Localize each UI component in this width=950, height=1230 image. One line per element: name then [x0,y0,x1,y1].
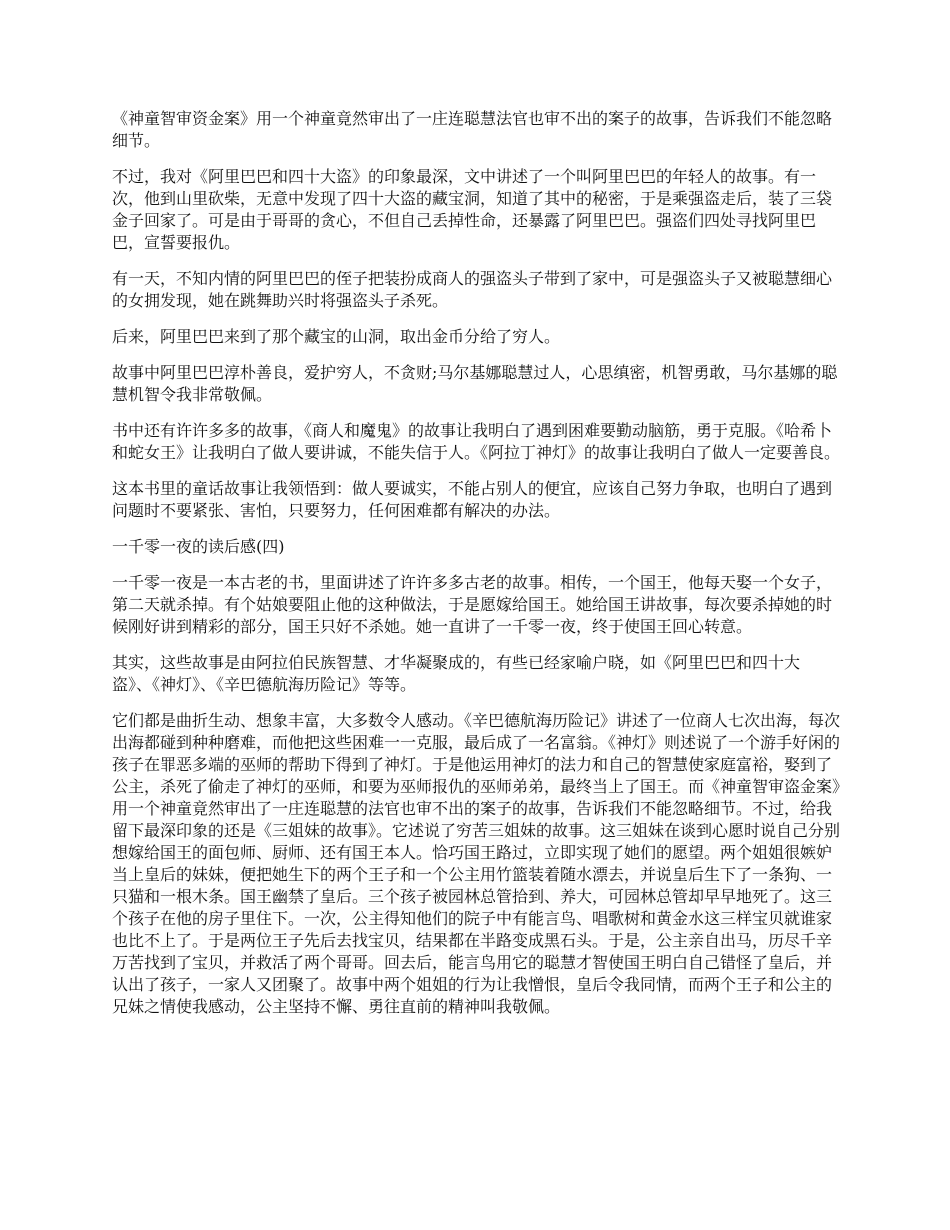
paragraph-5: 故事中阿里巴巴淳朴善良，爱护穷人，不贪财;马尔基娜聪慧过人，心思缜密，机智勇敢，马尔基娜的聪慧机智令我非常敬佩。 [112,363,838,404]
paragraph-10: 它们都是曲折生动、想象丰富，大多数令人感动。《辛巴德航海历险记》讲述了一位商人七次出海，每次出海都碰到种种磨难，而他把这些困难一一克服，最后成了一名富翁。《神灯》则述说了一个游手好闲的孩子在罪恶多端的巫师的帮助下得到了神灯。于是他运用神灯的法力和自己的智慧使家庭富裕，娶到了公主，杀死了偷走了神灯的巫师，和要为巫师报仇的巫师弟弟，最终当上了国王。而《神童智审盗金案》用一个神童竟然审出了一庄连聪慧的法官也审不出的案子的故事，告诉我们不能忽略细节。不过，给我留下最深印象的还是《三姐妹的故事》。它述说了穷苦三姐妹的故事。这三姐妹在谈到心愿时说自己分别想嫁给国王的面包师、厨师、还有国王本人。恰巧国王路过，立即实现了她们的愿望。两个姐姐很嫉妒当上皇后的妹妹，便把她生下的两个王子和一个公主用竹篮装着随水漂去，并说皇后生下了一条狗、一只猫和一根木条。国王幽禁了皇后。三个孩子被园林总管拾到、养大，可园林总管却早早地死了。这三个孩子在他的房子里住下。一次，公主得知他们的院子中有能言鸟、唱歌树和黄金水这三样宝贝就谁家也比不上了。于是两位王子先后去找宝贝，结果都在半路变成黑石头。于是，公主亲自出马，历尽千辛万苦找到了宝贝，并救活了两个哥哥。回去后，能言鸟用它的聪慧才智使国王明白自己错怪了皇后，并认出了孩子，一家人又团聚了。故事中两个姐姐的行为让我憎恨，皇后令我同情，而两个王子和公主的兄妹之情使我感动，公主坚持不懈、勇往直前的精神叫我敬佩。 [112,711,841,1016]
paragraph-8: 一千零一夜是一本古老的书，里面讲述了许许多多古老的故事。相传，一个国王，他每天娶一个女子，第二天就杀掉。有个姑娘要阻止他的这种做法，于是愿嫁给国王。她给国王讲故事，每次要杀掉她的时候刚好讲到精彩的部分，国王只好不杀她。她一直讲了一千零一夜，终于使国王回心转意。 [112,573,833,636]
paragraph-3: 有一天，不知内情的阿里巴巴的侄子把装扮成商人的强盗头子带到了家中，可是强盗头子又被聪慧细心的女拥发现，她在跳舞助兴时将强盗头子杀死。 [112,269,833,310]
paragraph-9: 其实，这些故事是由阿拉伯民族智慧、才华凝聚成的，有些已经家喻户晓，如《阿里巴巴和四十大盗》、《神灯》、《辛巴德航海历险记》等等。 [112,653,801,694]
document-page [112,108,840,1018]
paragraph-1: 《神童智审资金案》用一个神童竟然审出了一庄连聪慧法官也审不出的案子的故事，告诉我们不能忽略细节。 [112,109,833,150]
paragraph-2: 不过，我对《阿里巴巴和四十大盗》的印象最深，文中讲述了一个叫阿里巴巴的年轻人的故事。有一次，他到山里砍柴，无意中发现了四十大盗的藏宝洞，知道了其中的秘密，于是乘强盗走后，装了三袋金子回家了。可是由于哥哥的贪心，不但自己丢掉性命，还暴露了阿里巴巴。强盗们四处寻找阿里巴巴，宣誓要报仇。 [112,167,833,252]
paragraph-7: 这本书里的童话故事让我领悟到：做人要诚实，不能占别人的便宜，应该自己努力争取，也明白了遇到问题时不要紧张、害怕，只要努力，任何困难都有解决的办法。 [112,479,833,520]
paragraph-6: 书中还有许许多多的故事，《商人和魔鬼》的故事让我明白了遇到困难要勤动脑筋，勇于克服。《哈希卜和蛇女王》让我明白了做人要讲诚，不能失信于人。《阿拉丁神灯》的故事让我明白了做人一定要善良。 [112,421,841,462]
section-heading: 一千零一夜的读后感(四) [112,537,285,556]
paragraph-4: 后来，阿里巴巴来到了那个藏宝的山洞，取出金币分给了穷人。 [112,327,561,346]
